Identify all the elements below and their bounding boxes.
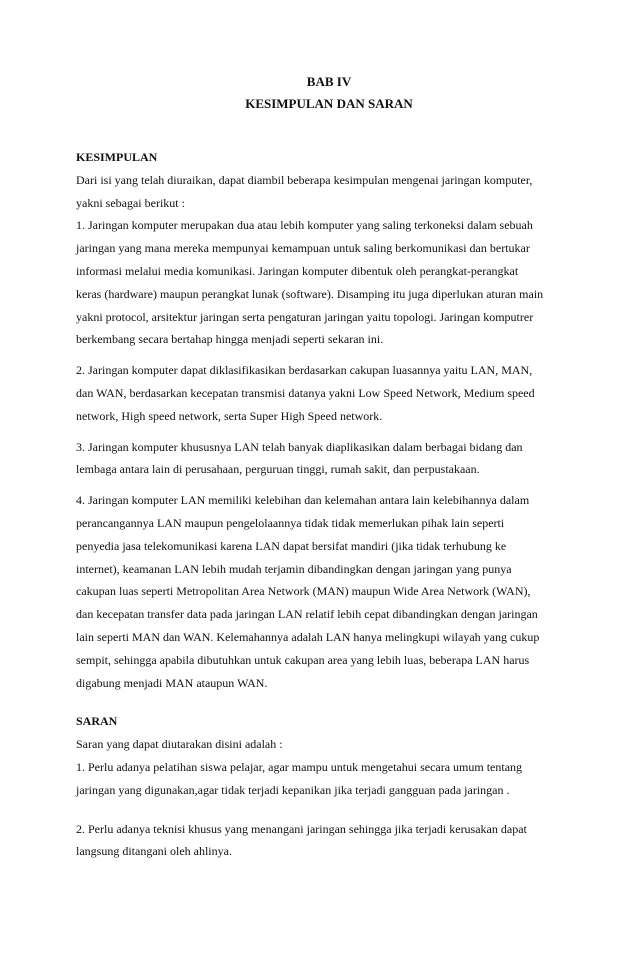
text-line: digabung menjadi MAN ataupun WAN.: [76, 675, 268, 690]
kesimpulan-point-1: [76, 214, 566, 351]
text-line: yakni sebagai berikut :: [76, 195, 185, 210]
spacer: [76, 802, 566, 818]
text-line: 1. Perlu adanya pelatihan siswa pelajar, agar mampu untuk mengetahui secara umum tentang: [76, 759, 523, 774]
spacer: [76, 428, 566, 436]
saran-point-1: [76, 756, 566, 802]
saran-heading: SARAN: [76, 714, 118, 729]
text-line: internet), keamanan LAN lebih mudah terjamin dibandingkan dengan jaringan yang punya: [76, 561, 512, 576]
text-line: jaringan yang digunakan,agar tidak terjadi kepanikan jika terjadi gangguan pada jaringan .: [76, 782, 510, 797]
text-line: dan WAN, berdasarkan kecepatan transmisi datanya yakni Low Speed Network, Medium speed: [76, 385, 535, 400]
text-line: berkembang secara bertahap hingga menjadi seperti sekaran ini.: [76, 332, 384, 347]
kesimpulan-point-3: [76, 436, 566, 482]
text-line: lain seperti MAN dan WAN. Kelemahannya adalah LAN hanya melingkupi wilayah yang cukup: [76, 629, 540, 644]
spacer: [76, 351, 566, 359]
text-line: network, High speed network, serta Super High Speed network.: [76, 408, 383, 423]
chapter-title: KESIMPULAN DAN SARAN: [245, 96, 413, 111]
text-line: perancangannya LAN maupun pengelolaannya tidak tidak memerlukan pihak lain seperti: [76, 515, 505, 530]
text-line: yakni protocol, arsitektur jaringan serta pengaturan jaringan yaitu topologi. Jaringan komputrer: [76, 309, 534, 324]
spacer: [76, 694, 566, 710]
chapter-number: BAB IV: [306, 74, 352, 89]
text-line: 3. Jaringan komputer khususnya LAN telah banyak diaplikasikan dalam berbagai bidang dan: [76, 439, 523, 454]
kesimpulan-point-2: [76, 359, 566, 427]
document-body: [76, 146, 566, 863]
kesimpulan-intro: [76, 169, 566, 215]
text-line: 2. Jaringan komputer dapat diklasifikasikan berdasarkan cakupan luasannya yaitu LAN, MAN,: [76, 363, 533, 378]
kesimpulan-point-4: [76, 489, 566, 694]
text-line: cakupan luas seperti Metropolitan Area Network (MAN) maupun Wide Area Network (WAN),: [76, 584, 531, 599]
text-line: 2. Perlu adanya teknisi khusus yang menangani jaringan sehingga jika terjadi kerusakan dapat: [76, 821, 527, 836]
text-line: jaringan yang mana mereka mempunyai kemampuan untuk saling berkomunikasi dan bertukar: [76, 241, 530, 256]
text-line: lembaga antara lain di perusahaan, perguruan tinggi, rumah sakit, dan perpustakaan.: [76, 462, 480, 477]
text-line: keras (hardware) maupun perangkat lunak (software). Disamping itu juga diperlukan aturan main: [76, 286, 544, 301]
saran-point-2: [76, 818, 566, 864]
text-line: 1. Jaringan komputer merupakan dua atau lebih komputer yang saling terkoneksi dalam sebuah: [76, 218, 533, 233]
spacer: [76, 481, 566, 489]
kesimpulan-heading: KESIMPULAN: [76, 150, 158, 164]
text-line: sempit, sehingga apabila dibutuhkan untuk cakupan area yang lebih luas, beberapa LAN harus: [76, 652, 530, 667]
text-line: informasi melalui media komunikasi. Jaringan komputer dibentuk oleh perangkat-perangkat: [76, 263, 519, 278]
text-line: langsung ditangani oleh ahlinya.: [76, 844, 232, 859]
saran-intro: Saran yang dapat diutarakan disini adalah :: [76, 737, 283, 752]
text-line: 4. Jaringan komputer LAN memiliki kelebihan dan kelemahan antara lain kelebihannya dalam: [76, 493, 530, 508]
text-line: dan kecepatan transfer data pada jaringan LAN relatif lebih cepat dibandingkan dengan jaringan: [76, 607, 538, 622]
text-line: Dari isi yang telah diuraikan, dapat diambil beberapa kesimpulan mengenai jaringan komputer,: [76, 172, 533, 187]
text-line: penyedia jasa telekomunikasi karena LAN dapat bersifat mandiri (jika tidak terhubung ke: [76, 538, 507, 553]
